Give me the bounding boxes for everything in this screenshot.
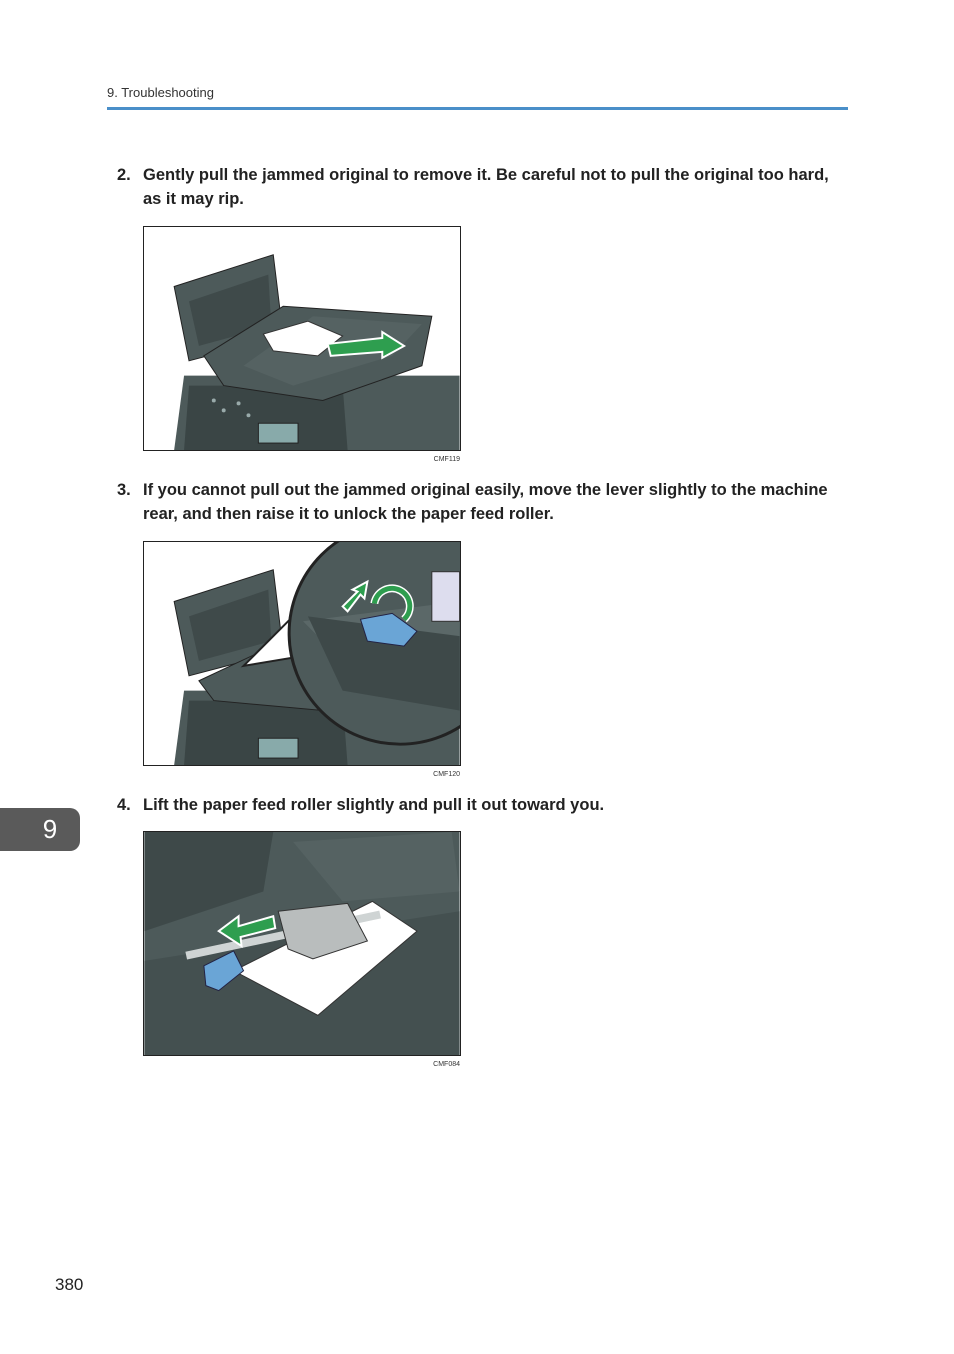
chapter-tab-label: 9 bbox=[42, 814, 58, 844]
step-3 bbox=[117, 478, 837, 526]
illustration-move-lever bbox=[144, 542, 460, 765]
figure-code: CMF084 bbox=[433, 1061, 460, 1068]
step-number: 2. bbox=[117, 166, 131, 184]
figure-remove-jammed-original bbox=[143, 226, 461, 451]
figure-code: CMF120 bbox=[433, 771, 460, 778]
page-number: 380 bbox=[55, 1275, 84, 1294]
chapter-tab bbox=[0, 808, 80, 851]
step-number: 4. bbox=[117, 796, 131, 814]
step-text: Gently pull the jammed original to remove it. Be careful not to pull the original too hard, as it may rip. bbox=[143, 166, 829, 208]
illustration-remove-roller bbox=[144, 832, 460, 1055]
step-text: If you cannot pull out the jammed original easily, move the lever slightly to the machine rear, and then raise it to unlock the paper feed roller. bbox=[143, 481, 828, 523]
step-4 bbox=[117, 793, 837, 817]
figure-code: CMF119 bbox=[433, 456, 460, 463]
step-text: Lift the paper feed roller slightly and pull it out toward you. bbox=[143, 796, 605, 814]
figure-pull-out-roller bbox=[143, 831, 461, 1056]
illustration-pull-original bbox=[144, 227, 460, 450]
step-number: 3. bbox=[117, 481, 131, 499]
figure-unlock-feed-roller bbox=[143, 541, 461, 766]
header-rule bbox=[107, 107, 848, 110]
running-header: 9. Troubleshooting bbox=[107, 85, 214, 100]
step-2 bbox=[117, 163, 837, 211]
